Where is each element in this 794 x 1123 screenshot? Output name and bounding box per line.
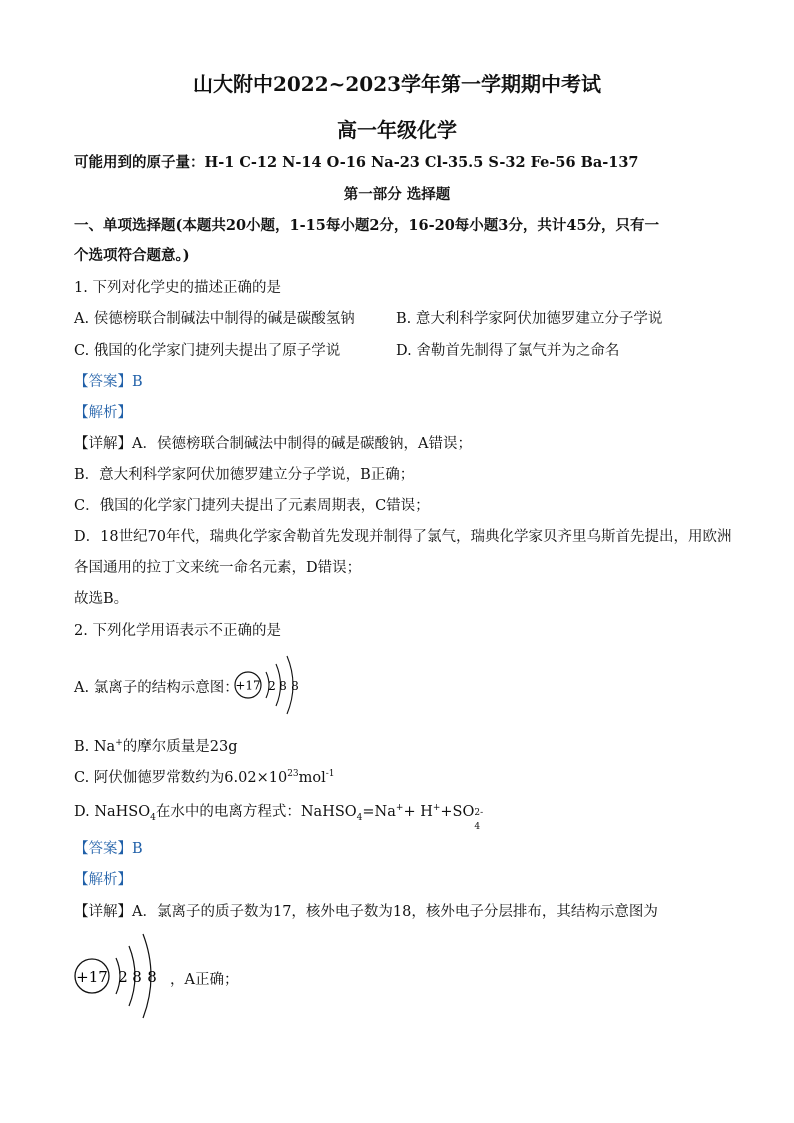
q2-option-d-pre: D. NaHSO [74,804,151,820]
q2-option-c-sup: 23 [287,769,299,780]
q2-detail-1: 【详解】A．氯离子的质子数为17，核外电子数为18，核外电子分层排布，其结构示意图为 [74,904,658,920]
q2-option-d-plus2: +SO [440,804,475,820]
q2-option-b-pre: B. Na [74,739,116,755]
shell-electrons-large-2: 8 [132,968,142,986]
q2-option-b [74,735,238,756]
q2-stem: 2. 下列化学用语表示不正确的是 [74,623,281,639]
q1-stem: 1. 下列对化学史的描述正确的是 [74,280,281,296]
q2-option-d-mid: 在水中的电离方程式：NaHSO [155,804,357,820]
instruction-line-1: 一、单项选择题(本题共20小题，1-15每小题2分，16-20每小题3分，共计45分，只有一 [74,217,660,234]
q1-option-b: B. 意大利科学家阿伏加德罗建立分子学说 [396,311,663,327]
q1-detail-5: 各国通用的拉丁文来统一命名元素，D错误； [74,560,362,576]
q2-option-b-post: 的摩尔质量是23g [122,739,238,755]
part-title: 第一部分 选择题 [343,186,451,203]
q2-option-d-sup2: + [432,803,441,814]
shell-electrons-3: 8 [291,679,299,693]
q2-option-d-sub3: 4 [474,822,481,832]
q1-answer: 【答案】B [74,374,143,390]
shell-electrons-large-3: 8 [147,968,157,986]
q2-analysis-label: 【解析】 [74,872,132,888]
instruction-line-2: 个选项符合题意。) [74,247,190,264]
q1-detail-4: D．18世纪70年代，瑞典化学家舍勒首先发现并制得了氯气，瑞典化学家贝齐里乌斯首先提出，用欧洲 [74,529,732,545]
q1-option-d: D. 舍勒首先制得了氯气并为之命名 [396,343,620,359]
exam-title: 山大附中2022~2023学年第一学期期中考试 [192,72,602,96]
q1-option-a: A. 侯德榜联合制碱法中制得的碱是碳酸氢钠 [74,311,355,327]
q2-option-d-sup1: + [395,803,404,814]
q2-option-d-sub2: 4 [356,812,363,823]
q2-option-d [74,800,488,832]
q2-option-c-sup2: -1 [325,769,335,780]
q2-answer: 【答案】B [74,841,143,857]
q2-option-d-sup3: 2- [474,808,484,818]
q2-option-c-pre: C. 阿伏伽德罗常数约为6.02×10 [74,770,288,786]
q1-detail-3: C．俄国的化学家门捷列夫提出了元素周期表，C错误； [74,498,430,514]
q2-option-c [74,766,335,787]
chloride-ion-diagram-large [72,930,172,1022]
q1-analysis-label: 【解析】 [74,405,132,421]
q2-option-d-eq: =Na [362,804,396,820]
shell-electrons-1: 2 [268,679,276,693]
q1-detail-1: 【详解】A．侯德榜联合制碱法中制得的碱是碳酸钠，A错误； [74,436,472,452]
q1-option-c: C. 俄国的化学家门捷列夫提出了原子学说 [74,343,341,359]
chloride-ion-diagram-small [232,650,312,718]
q2-option-a [74,676,239,697]
q2-option-d-sub1: 4 [150,812,156,823]
q2-option-c-post: mol [298,770,326,786]
q2-option-b-sup: + [115,738,123,749]
q1-conclusion: 故选B。 [74,591,129,607]
shell-electrons-large-1: 2 [118,968,128,986]
nucleus-charge-large: +17 [76,968,108,986]
q1-detail-2: B．意大利科学家阿伏加德罗建立分子学说，B正确； [74,467,415,483]
nucleus-charge: +17 [235,678,261,693]
shell-electrons-2: 8 [279,679,287,693]
exam-subtitle: 高一年级化学 [337,118,457,142]
q2-after-diagram: ，A正确； [170,972,239,988]
q2-option-d-plus: + H [403,804,433,820]
atomic-masses: 可能用到的原子量：H-1 C-12 N-14 O-16 Na-23 Cl-35.5 S-32 Fe-56 Ba-137 [74,154,639,171]
q2-option-a-text: A. 氯离子的结构示意图： [74,680,239,696]
